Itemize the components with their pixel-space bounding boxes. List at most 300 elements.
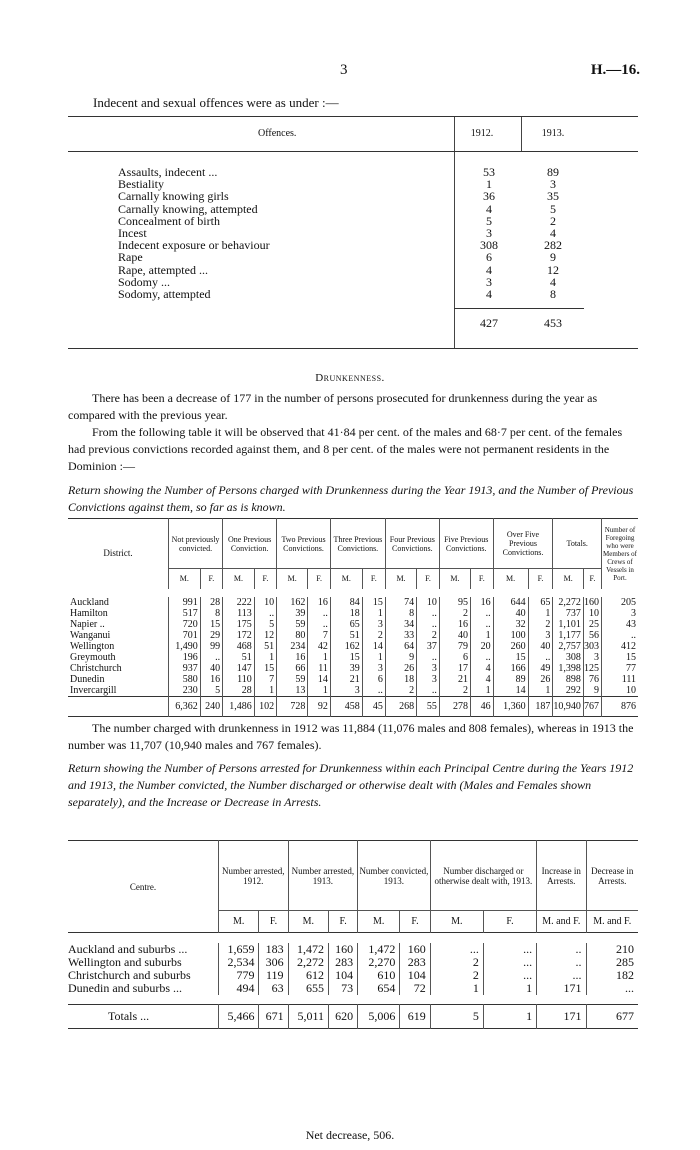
cell: 13 [277,685,308,697]
total-cell: 92 [308,696,331,716]
cell: 3 [602,608,639,619]
cell: 56 [583,630,601,641]
cell: 49 [528,663,553,674]
cell: 655 [288,982,328,995]
cell: 1 [471,685,494,697]
cell: 196 [169,652,201,663]
table-row [68,619,638,630]
offence-name: Sodomy ... [118,274,171,289]
total-cell: 5 [430,1005,483,1029]
cell: 292 [553,685,584,697]
cell: 160 [583,597,601,608]
cell: 11 [308,663,331,674]
district-name: Christchurch [70,662,122,674]
col-decrease: Decrease in Arrests. [586,841,638,911]
cell: 15 [254,663,276,674]
total-cell: 1,486 [223,696,255,716]
total-cell: 1,360 [493,696,528,716]
cell: 234 [277,641,308,652]
cell: 18 [385,674,416,685]
cell: ... [430,943,483,956]
cell: 1 [254,685,276,697]
cell: 308 [553,652,584,663]
district-name: Wellington [70,640,115,652]
subheader-f: F. [528,569,553,589]
total-cell: 187 [528,696,553,716]
total-cell: 5,006 [358,1005,400,1029]
cell: 42 [308,641,331,652]
offence-name: Incest [118,225,147,240]
subheader: M. [219,911,259,933]
offence-1912: 1 [486,177,492,192]
cell: 1,101 [553,619,584,630]
page-number: 3 [340,62,348,78]
cell: 74 [385,597,416,608]
table-row [68,652,638,663]
subheader-f: F. [583,569,601,589]
offence-1912: 308 [480,238,498,253]
cell: 16 [200,674,222,685]
cell: 283 [329,956,358,969]
drunkenness-para-3: The number charged with drunkenness in 1912 was 11,884 (11,076 males and 808 females), whereas in 1913 the number was 11,707 (10,940 males and 767 females). [68,721,634,752]
cell: ... [483,969,536,982]
offence-name: Carnally knowing girls [118,189,229,204]
cell: 3 [362,663,385,674]
cell: 39 [277,608,308,619]
cell: .. [537,943,586,956]
cell: 5 [200,685,222,697]
total-cell: 268 [385,696,416,716]
cell: ... [483,956,536,969]
offence-1913: 89 [547,165,559,179]
cell: 1 [528,608,553,619]
subheader-m: M. [330,569,362,589]
cell: 119 [259,969,288,982]
cell: 125 [583,663,601,674]
cell: .. [308,608,331,619]
offence-1913: 4 [550,274,556,289]
cell: 77 [602,663,639,674]
cell: 34 [385,619,416,630]
total-cell: 458 [330,696,362,716]
cell: 29 [200,630,222,641]
cell: 1 [483,982,536,995]
cell: .. [471,619,494,630]
net-decrease: Net decrease, 506. [305,1128,395,1142]
cell: 147 [223,663,255,674]
cell: 306 [259,956,288,969]
cell: .. [537,956,586,969]
arrests-by-centre-table [68,840,638,1029]
cell: 580 [169,674,201,685]
table2-caption: Return showing the Number of Persons charged with Drunkenness during the Year 1913, and the Number of Previous Convictions against them, so far as is known. [68,483,634,514]
total-cell: 619 [400,1005,430,1029]
cell: 1 [308,652,331,663]
cell: 654 [358,982,400,995]
cell: 111 [602,674,639,685]
cell: 15 [330,652,362,663]
subheader: M. [430,911,483,933]
cell: 182 [586,969,638,982]
cell: 517 [169,608,201,619]
cell: 3 [417,663,440,674]
offence-name: Carnally knowing, attempted [118,201,258,216]
offence-1913: 12 [547,262,559,277]
cell: 2 [430,956,483,969]
table3-caption: Return showing the Number of Persons arrested for Drunkenness within each Principal Centre during the Years 1912 and 1913, the Number convicted, the Number discharged or otherwise dealt with (Males and Females shown separately), and the Increase or Decrease in Arrests. [68,761,634,809]
total-cell: 671 [259,1005,288,1029]
total-1912: 427 [480,316,498,330]
cell: 2 [528,619,553,630]
cell: 7 [254,674,276,685]
cell: 40 [439,630,470,641]
subheader: M. and F. [537,911,586,933]
table-row [68,663,638,674]
cell: 644 [493,597,528,608]
subheader-m: M. [223,569,255,589]
total-cell: 5,011 [288,1005,328,1029]
drunkenness-previous-convictions-table [68,518,638,717]
cell: 162 [277,597,308,608]
total-cell: 45 [362,696,385,716]
cell: 898 [553,674,584,685]
cell: 701 [169,630,201,641]
cell: 10 [417,597,440,608]
cell: .. [200,652,222,663]
cell: 2,270 [358,956,400,969]
cell: 43 [602,619,639,630]
cell: 15 [200,619,222,630]
offence-row [118,239,588,251]
cell: ... [483,943,536,956]
cell: 1,490 [169,641,201,652]
cell: 39 [330,663,362,674]
cell: 76 [583,674,601,685]
cell: 737 [553,608,584,619]
cell: 95 [439,597,470,608]
col-crews: Number of Foregoing who were Members of Crews of Vessels in Port. [602,519,639,589]
cell: 3 [417,674,440,685]
district-name: Wanganui [70,629,111,641]
cell: 28 [200,597,222,608]
cell: 175 [223,619,255,630]
cell: 171 [537,982,586,995]
cell: 3 [330,685,362,697]
cell: 2 [362,630,385,641]
subheader-m: M. [169,569,201,589]
cell: 65 [330,619,362,630]
col-five-previous: Five Previous Convictions. [439,519,493,569]
subheader-f: F. [417,569,440,589]
cell: 494 [219,982,259,995]
cell: 16 [277,652,308,663]
cell: 25 [583,619,601,630]
cell: 104 [329,969,358,982]
subheader-m: M. [277,569,308,589]
cell: 15 [362,597,385,608]
cell: 28 [223,685,255,697]
table-row [68,685,638,697]
drunkenness-heading: Drunkenness. [315,372,385,384]
cell: .. [254,608,276,619]
subheader-f: F. [254,569,276,589]
cell: 89 [493,674,528,685]
cell: 17 [439,663,470,674]
subheader: F. [259,911,288,933]
cell: 1,472 [358,943,400,956]
cell: ... [586,982,638,995]
table-row [68,982,638,995]
section1-intro: Indecent and sexual offences were as under :— [93,95,339,110]
total-cell: 767 [583,696,601,716]
cell: 162 [330,641,362,652]
offence-1913: 9 [550,250,556,265]
cell: 205 [602,597,639,608]
cell: 2 [417,630,440,641]
offence-1913: 2 [550,213,556,228]
cell: 2,534 [219,956,259,969]
cell: 40 [528,641,553,652]
cell: .. [471,608,494,619]
cell: 16 [308,597,331,608]
cell: 100 [493,630,528,641]
cell: 8 [385,608,416,619]
cell: 113 [223,608,255,619]
cell: 2,272 [553,597,584,608]
offence-name: Assaults, indecent ... [118,165,218,179]
cell: 73 [329,982,358,995]
col-one-previous: One Previous Conviction. [223,519,277,569]
district-name: Dunedin [70,673,105,685]
offence-name: Sodomy, attempted [118,286,211,301]
centre-name: Christchurch and suburbs [68,967,191,982]
district-name: Hamilton [70,607,108,619]
cell: 2 [430,969,483,982]
offence-1912: 3 [486,274,492,289]
col-1913: 1913. [541,128,565,139]
cell: 2,757 [553,641,584,652]
cell: 7 [308,630,331,641]
total-cell: 876 [602,696,639,716]
cell: 66 [277,663,308,674]
total-cell: 677 [586,1005,638,1029]
subheader-f: F. [200,569,222,589]
col-1912: 1912. [470,128,494,139]
cell: 779 [219,969,259,982]
table-row [68,956,638,969]
cell: 1 [254,652,276,663]
subheader-m: M. [493,569,528,589]
cell: 160 [329,943,358,956]
cell: 1 [362,652,385,663]
cell: 6 [439,652,470,663]
cell: 9 [583,685,601,697]
total-cell: 171 [537,1005,586,1029]
table-row [68,674,638,685]
subheader-m: M. [553,569,584,589]
offences-table [68,116,638,349]
cell: 720 [169,619,201,630]
cell: 37 [417,641,440,652]
cell: 3 [362,619,385,630]
cell: ... [537,969,586,982]
col-offences: Offences. [258,128,297,139]
offence-1912: 4 [486,286,492,301]
cell: 1 [430,982,483,995]
cell: .. [417,652,440,663]
cell: 210 [586,943,638,956]
cell: 160 [400,943,430,956]
offence-1913: 35 [547,189,559,204]
drunkenness-para-2: From the following table it will be observed that 41·84 per cent. of the males and 68·7 per cent. of the females had previous convictions recorded against them, and 8 per cent. of the males were not permanent residents in the Dominion :— [68,425,623,473]
cell: 1 [528,685,553,697]
offence-row [118,264,588,276]
offence-1912: 4 [486,262,492,277]
total-1913: 453 [544,316,562,330]
offence-name: Rape, attempted ... [118,262,208,277]
offence-row [118,288,588,300]
offence-1913: 4 [550,225,556,240]
cell: .. [602,630,639,641]
col-over-five: Over Five Previous Convictions. [493,519,553,569]
table-row [68,597,638,608]
cell: 40 [493,608,528,619]
cell: 3 [583,652,601,663]
cell: 991 [169,597,201,608]
cell: 20 [471,641,494,652]
subheader-f: F. [362,569,385,589]
centre-name: Auckland and suburbs ... [68,941,188,956]
cell: .. [417,619,440,630]
offence-1912: 36 [483,189,495,204]
cell: 283 [400,956,430,969]
offence-1912: 5 [486,213,492,228]
totals-row [68,1005,638,1029]
cell: 10 [602,685,639,697]
cell: 8 [200,608,222,619]
cell: 99 [200,641,222,652]
total-cell: 620 [329,1005,358,1029]
cell: 5 [254,619,276,630]
col-centre: Centre. [129,881,157,892]
offence-name: Concealment of birth [118,213,220,228]
subheader-m: M. [385,569,416,589]
cell: 2 [439,608,470,619]
offence-1912: 6 [486,250,492,265]
table-row [68,969,638,982]
offence-row [118,215,588,227]
subheader: F. [329,911,358,933]
cell: 21 [330,674,362,685]
col-three-previous: Three Previous Convictions. [330,519,385,569]
totals-row [68,696,638,716]
cell: 10 [583,608,601,619]
document-reference: H.—16. [590,62,640,78]
cell: .. [417,608,440,619]
total-cell: 728 [277,696,308,716]
cell: .. [362,685,385,697]
cell: 166 [493,663,528,674]
district-name: Invercargill [70,684,117,696]
cell: 65 [528,597,553,608]
cell: 4 [471,674,494,685]
cell: 18 [330,608,362,619]
district-name: Napier .. [70,618,105,630]
district-name: Greymouth [70,651,116,663]
cell: 12 [254,630,276,641]
cell: 110 [223,674,255,685]
cell: 32 [493,619,528,630]
cell: 303 [583,641,601,652]
subheader: M. and F. [586,911,638,933]
col-discharged-1913: Number discharged or otherwise dealt with, 1913. [430,841,536,911]
total-cell: 6,362 [169,696,201,716]
cell: 1,177 [553,630,584,641]
col-convicted-1913: Number convicted, 1913. [358,841,431,911]
cell: 285 [586,956,638,969]
cell: 4 [471,663,494,674]
subheader: F. [483,911,536,933]
subheader-f: F. [308,569,331,589]
subheader-f: F. [471,569,494,589]
offence-1912: 4 [486,201,492,216]
cell: 16 [439,619,470,630]
totals-label: Totals ... [108,1009,150,1023]
cell: 1,472 [288,943,328,956]
col-two-previous: Two Previous Convictions. [277,519,331,569]
cell: 3 [528,630,553,641]
offence-1913: 282 [544,238,562,253]
total-cell: 278 [439,696,470,716]
drunkenness-para-1: There has been a decrease of 177 in the number of persons prosecuted for drunkenness during the year as compared with the previous year. [68,391,598,422]
cell: 59 [277,619,308,630]
col-not-previously: Not previously convicted. [169,519,223,569]
district-name: Auckland [70,596,109,608]
table-row [68,630,638,641]
offence-1912: 53 [483,165,495,179]
subheader: M. [288,911,328,933]
cell: 104 [400,969,430,982]
cell: 15 [602,652,639,663]
cell: 2 [439,685,470,697]
cell: 9 [385,652,416,663]
cell: 33 [385,630,416,641]
offence-1913: 5 [550,201,556,216]
total-cell: 10,940 [553,696,584,716]
offence-1912: 3 [486,225,492,240]
centre-name: Dunedin and suburbs ... [68,980,182,995]
total-cell: 102 [254,696,276,716]
cell: 14 [362,641,385,652]
cell: 230 [169,685,201,697]
cell: 1 [308,685,331,697]
table-row [68,943,638,956]
cell: 10 [254,597,276,608]
subheader: M. [358,911,400,933]
table-row [68,608,638,619]
col-increase: Increase in Arrests. [537,841,586,911]
cell: 72 [400,982,430,995]
col-arrested-1912: Number arrested, 1912. [219,841,289,911]
offence-1913: 8 [550,286,556,301]
cell: 51 [330,630,362,641]
cell: 84 [330,597,362,608]
cell: 16 [471,597,494,608]
cell: 14 [308,674,331,685]
subheader-m: M. [439,569,470,589]
cell: 59 [277,674,308,685]
cell: .. [417,685,440,697]
